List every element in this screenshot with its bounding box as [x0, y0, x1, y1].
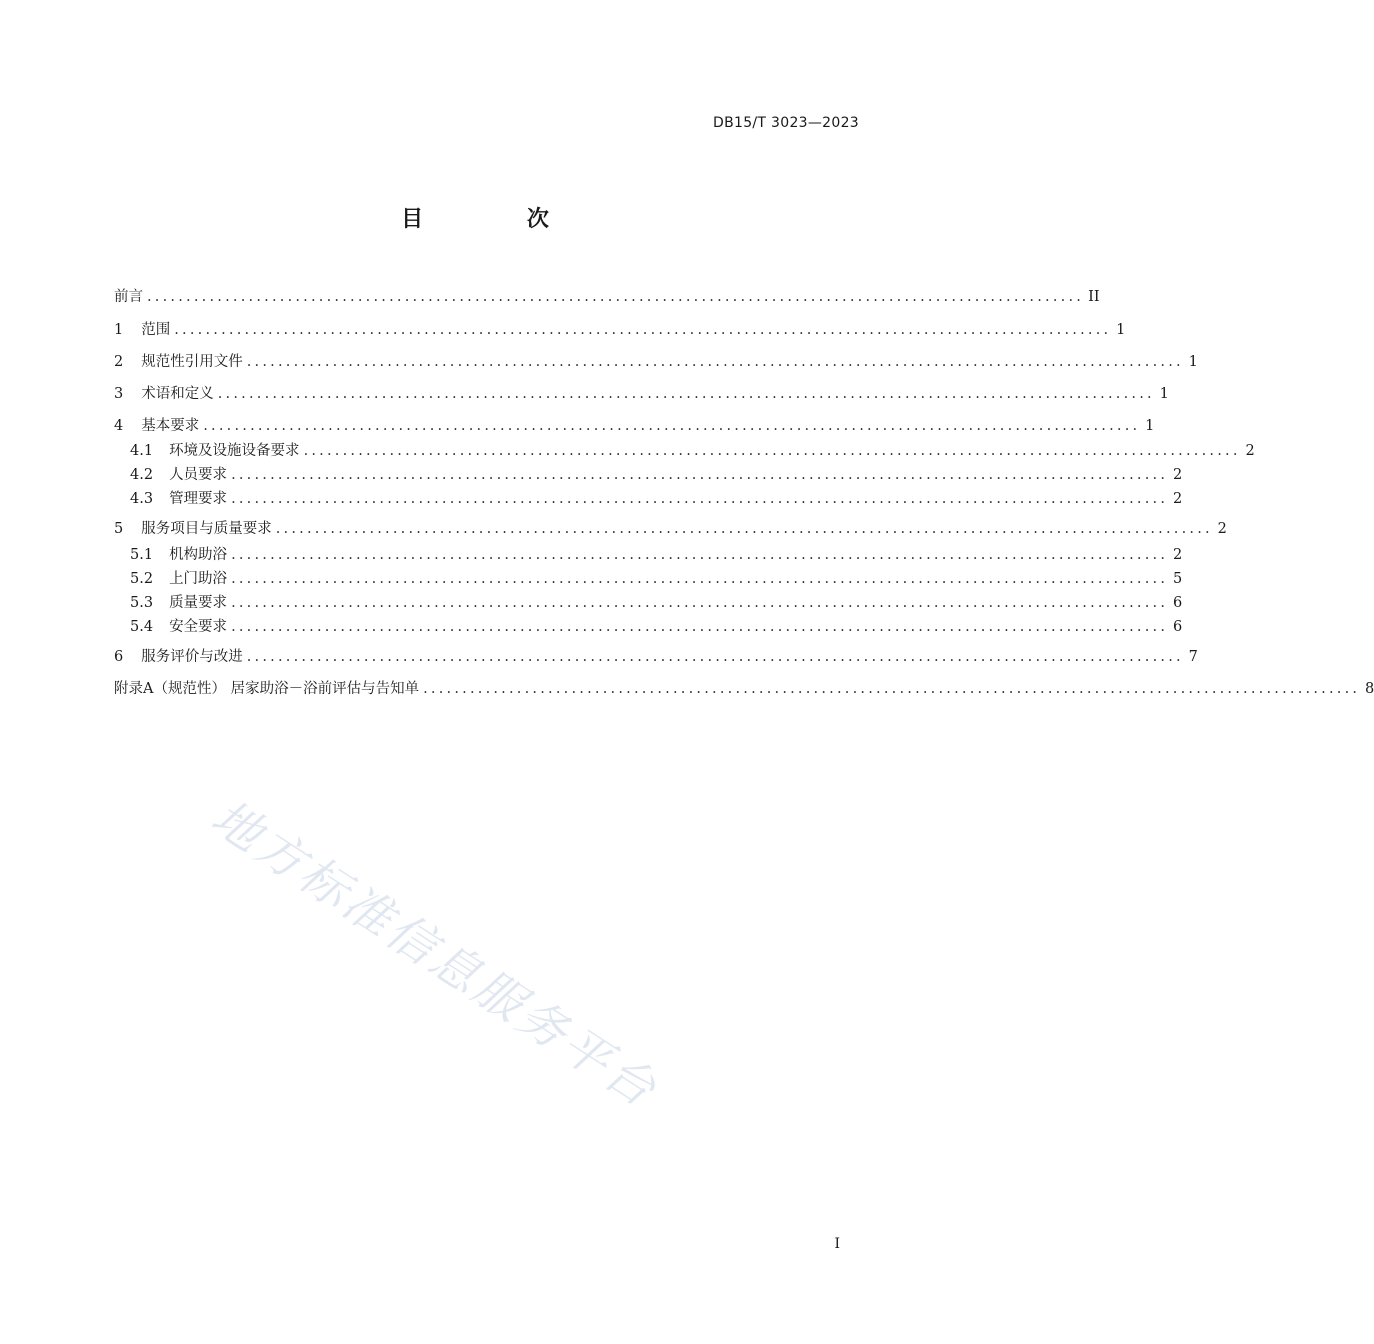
toc-entry-page: 5 — [1172, 571, 1183, 587]
toc-entry-label: 服务项目与质量要求 — [141, 521, 272, 537]
toc-entry-label: 服务评价与改进 — [141, 649, 243, 665]
toc-leader-dots: ........................................................................................................................ — [174, 322, 1112, 338]
toc-entry-number: 2 — [114, 354, 124, 370]
toc-leader-dots: ........................................................................................................................ — [217, 386, 1155, 402]
watermark-text: 地方标准信息服务平台 — [201, 789, 669, 1120]
toc-entry-4-2[interactable] — [114, 464, 1183, 486]
toc-entry-label: 上门助浴 — [169, 571, 228, 587]
toc-entry-5-4[interactable] — [114, 616, 1183, 638]
toc-entry-page: 2 — [1172, 467, 1183, 483]
toc-title: 目 次 — [401, 207, 597, 232]
toc-entry-page: 1 — [1188, 354, 1198, 370]
toc-entry-label: 术语和定义 — [141, 386, 214, 402]
toc-entry-page: 6 — [1172, 595, 1183, 611]
toc-entry-2[interactable] — [114, 351, 1198, 373]
document-code: DB15/T 3023—2023 — [713, 115, 859, 131]
toc-entry-number: 5.2 — [130, 571, 154, 587]
toc-entry-5[interactable] — [114, 518, 1227, 540]
toc-leader-dots: ........................................................................................................................ — [231, 571, 1169, 587]
toc-entry-number: 6 — [114, 649, 124, 665]
toc-entry-label: 前言 — [114, 289, 143, 305]
toc-entry-number: 4.1 — [130, 443, 154, 459]
toc-entry-number: 5 — [114, 521, 124, 537]
toc-entry-number: 3 — [114, 386, 124, 402]
toc-entry-label: 管理要求 — [169, 491, 228, 507]
toc-entry-number: 4.2 — [130, 467, 154, 483]
toc-entry-label: 安全要求 — [169, 619, 228, 635]
toc-entry-4-3[interactable] — [114, 488, 1183, 510]
toc-leader-dots: ........................................................................................................................ — [231, 467, 1169, 483]
page-number: I — [834, 1236, 840, 1252]
toc-leader-dots: ........................................................................................................................ — [231, 595, 1169, 611]
toc-entry-label: 规范性引用文件 — [141, 354, 243, 370]
toc-entry-5-3[interactable] — [114, 592, 1183, 614]
toc-entry-6[interactable] — [114, 646, 1198, 668]
toc-entry-page: 1 — [1145, 418, 1155, 434]
toc-leader-dots: ........................................................................................................................ — [246, 649, 1184, 665]
toc-entry-page: 1 — [1159, 386, 1169, 402]
toc-entry-label: 基本要求 — [141, 418, 200, 434]
toc-entry-page: 7 — [1188, 649, 1198, 665]
toc-entry-page: 2 — [1245, 443, 1255, 459]
toc-entry-foreword[interactable] — [114, 286, 1100, 308]
toc-entry-page: 2 — [1217, 521, 1227, 537]
toc-leader-dots: ........................................................................................................................ — [275, 521, 1213, 537]
toc-entry-page: II — [1088, 289, 1100, 305]
toc-entry-page: 2 — [1172, 547, 1183, 563]
toc-entry-label: 环境及设施设备要求 — [169, 443, 300, 459]
toc-entry-5-1[interactable] — [114, 544, 1183, 566]
toc-entry-label: 机构助浴 — [169, 547, 228, 563]
toc-entry-label: 人员要求 — [169, 467, 228, 483]
toc-leader-dots: ........................................................................................................................ — [231, 547, 1169, 563]
toc-entry-1[interactable] — [114, 319, 1126, 341]
toc-entry-appendix-a[interactable] — [114, 678, 1374, 700]
toc-leader-dots: ........................................................................................................................ — [246, 354, 1184, 370]
toc-leader-dots: ........................................................................................................................ — [423, 681, 1361, 697]
toc-entry-number: 5.4 — [130, 619, 154, 635]
toc-entry-4[interactable] — [114, 415, 1155, 437]
toc-entry-3[interactable] — [114, 383, 1169, 405]
toc-entry-number: 4.3 — [130, 491, 154, 507]
toc-entry-page: 1 — [1116, 322, 1126, 338]
toc-entry-number: 1 — [114, 322, 124, 338]
toc-leader-dots: ........................................................................................................................ — [203, 418, 1141, 434]
toc-leader-dots: ........................................................................................................................ — [147, 289, 1085, 305]
toc-leader-dots: ........................................................................................................................ — [303, 443, 1241, 459]
toc-leader-dots: ........................................................................................................................ — [231, 491, 1169, 507]
toc-entry-number: 4 — [114, 418, 124, 434]
toc-entry-label: 附录A（规范性） 居家助浴－浴前评估与告知单 — [114, 681, 420, 697]
toc-entry-label: 范围 — [141, 322, 171, 338]
toc-entry-label: 质量要求 — [169, 595, 228, 611]
toc-entry-page: 8 — [1364, 681, 1374, 697]
toc-entry-page: 2 — [1172, 491, 1183, 507]
toc-leader-dots: ........................................................................................................................ — [231, 619, 1169, 635]
toc-entry-number: 5.1 — [130, 547, 154, 563]
toc-entry-number: 5.3 — [130, 595, 154, 611]
toc-entry-page: 6 — [1172, 619, 1183, 635]
toc-entry-5-2[interactable] — [114, 568, 1183, 590]
toc-entry-4-1[interactable] — [114, 440, 1255, 462]
